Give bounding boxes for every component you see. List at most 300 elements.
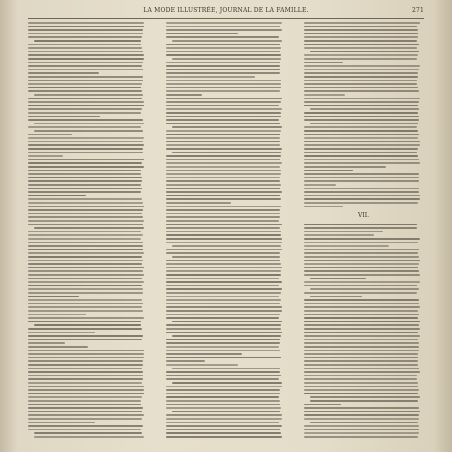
text-line (304, 159, 419, 161)
text-line (166, 87, 281, 89)
text-line (166, 141, 280, 143)
text-line (28, 389, 144, 391)
text-line (304, 432, 419, 434)
text-line (28, 299, 142, 301)
text-line (172, 321, 282, 323)
text-line (28, 371, 143, 373)
text-line (166, 80, 281, 82)
text-line (28, 321, 141, 323)
text-line (28, 54, 144, 56)
text-line (28, 407, 143, 409)
text-line (304, 87, 418, 89)
text-line (28, 80, 143, 82)
text-line (166, 198, 281, 200)
text-line (304, 188, 419, 190)
text-line (304, 54, 418, 56)
text-line (28, 353, 144, 355)
text-line (166, 54, 281, 56)
text-line (172, 245, 281, 247)
text-line (172, 335, 281, 337)
text-line (172, 152, 281, 154)
text-line (28, 206, 144, 208)
text-line (166, 306, 282, 308)
text-line (28, 292, 143, 294)
text-line (304, 267, 418, 269)
text-line (166, 278, 279, 280)
text-line (304, 353, 418, 355)
text-line (28, 119, 143, 121)
text-line (28, 213, 142, 215)
text-line (304, 166, 386, 168)
page-right-shadow (434, 0, 452, 452)
text-line (304, 40, 417, 42)
text-line (166, 436, 282, 438)
text-line (304, 47, 417, 49)
text-line (28, 364, 143, 366)
text-line (166, 404, 280, 406)
text-line (310, 400, 418, 402)
text-line (304, 119, 419, 121)
text-line (28, 350, 144, 352)
text-line (28, 173, 141, 175)
text-line (304, 306, 420, 308)
text-line (304, 72, 418, 74)
text-line (304, 112, 418, 114)
text-line (304, 285, 417, 287)
text-line (28, 317, 144, 319)
text-line (304, 364, 418, 366)
text-line (28, 270, 143, 272)
text-line (304, 339, 418, 341)
text-line (34, 436, 144, 438)
page-number: 271 (411, 7, 424, 14)
text-line (28, 216, 143, 218)
text-line (166, 191, 282, 193)
text-line (28, 375, 143, 377)
text-line (166, 396, 279, 398)
text-line (28, 184, 141, 186)
text-line (304, 191, 419, 193)
text-line (28, 418, 142, 420)
text-line (34, 40, 141, 42)
text-line (304, 173, 419, 175)
text-line (304, 386, 418, 388)
text-line (304, 144, 420, 146)
text-line (304, 238, 420, 240)
text-line (28, 404, 141, 406)
text-line (166, 130, 281, 132)
text-line (304, 65, 420, 67)
text-line (28, 58, 144, 60)
text-line (166, 389, 280, 391)
text-line (304, 252, 418, 254)
text-line (28, 126, 141, 128)
text-line (166, 364, 238, 366)
text-line (304, 90, 419, 92)
text-line (166, 162, 282, 164)
text-line (166, 429, 280, 431)
text-line (310, 288, 419, 290)
text-line (166, 414, 282, 416)
text-line (166, 148, 282, 150)
text-line (166, 227, 280, 229)
text-line (28, 69, 143, 71)
text-line (304, 256, 419, 258)
text-line (28, 209, 143, 211)
text-line (304, 137, 418, 139)
text-line (28, 411, 142, 413)
text-line (28, 198, 142, 200)
text-line (304, 425, 419, 427)
text-line (28, 159, 144, 161)
text-line (28, 335, 143, 337)
text-line (304, 101, 419, 103)
text-line (28, 47, 142, 49)
text-line (28, 242, 143, 244)
text-line (304, 245, 389, 247)
text-line (304, 152, 417, 154)
text-line (166, 231, 281, 233)
text-line (166, 76, 255, 78)
text-line (304, 224, 417, 226)
text-line (166, 281, 282, 283)
text-line (28, 112, 141, 114)
text-line (166, 314, 280, 316)
text-line (34, 94, 143, 96)
text-line (166, 112, 281, 114)
text-line (166, 220, 279, 222)
text-line (166, 216, 280, 218)
text-line (304, 407, 419, 409)
text-line (166, 375, 281, 377)
text-line (304, 378, 417, 380)
text-line (166, 292, 281, 294)
text-line (166, 270, 281, 272)
text-line (304, 281, 420, 283)
text-line (166, 378, 279, 380)
text-line (166, 432, 281, 434)
text-line (304, 126, 417, 128)
text-line (28, 357, 144, 359)
text-line (304, 148, 418, 150)
text-line (304, 195, 420, 197)
text-line (28, 314, 86, 316)
text-line (304, 227, 417, 229)
text-line (166, 317, 279, 319)
text-line (304, 368, 419, 370)
text-line (304, 382, 418, 384)
text-line (166, 328, 281, 330)
text-line (166, 310, 282, 312)
text-line (310, 296, 362, 298)
text-line (304, 411, 420, 413)
text-line (28, 195, 86, 197)
text-line (304, 94, 345, 96)
text-line (172, 126, 282, 128)
text-line (28, 267, 144, 269)
text-line (28, 116, 100, 118)
text-line (166, 371, 280, 373)
text-line (28, 72, 99, 74)
text-line (34, 130, 143, 132)
text-line (310, 108, 419, 110)
text-line (28, 29, 143, 31)
text-line (28, 180, 142, 182)
text-line (166, 26, 280, 28)
text-line (28, 98, 142, 100)
text-line (304, 141, 420, 143)
text-line (28, 90, 142, 92)
text-line (304, 162, 420, 164)
text-line (166, 296, 279, 298)
text-line (28, 368, 142, 370)
text-line (166, 263, 281, 265)
text-line (166, 342, 280, 344)
text-line (28, 386, 144, 388)
text-line (166, 105, 279, 107)
text-line (28, 429, 141, 431)
text-line (166, 51, 280, 53)
text-line (166, 98, 282, 100)
text-line (166, 332, 282, 334)
text-line (172, 256, 280, 258)
text-line (166, 260, 280, 262)
text-line (304, 299, 419, 301)
text-line (304, 303, 419, 305)
text-line (28, 51, 143, 53)
text-line (166, 422, 279, 424)
text-line (28, 191, 141, 193)
text-line (310, 422, 418, 424)
text-line (166, 206, 281, 208)
header-rule (28, 18, 424, 19)
section-marker: VII. (358, 212, 369, 219)
text-line (166, 407, 281, 409)
text-line (166, 357, 281, 359)
text-line (28, 400, 141, 402)
text-column-3 (304, 22, 423, 438)
text-line (166, 285, 279, 287)
text-line (304, 202, 418, 204)
text-line (304, 260, 420, 262)
text-line (304, 180, 419, 182)
text-line (304, 393, 418, 395)
text-line (166, 180, 280, 182)
text-line (166, 144, 280, 146)
text-line (304, 80, 417, 82)
text-line (304, 375, 417, 377)
text-line (28, 425, 143, 427)
text-line (34, 324, 141, 326)
text-line (304, 242, 418, 244)
text-line (304, 324, 419, 326)
text-line (304, 33, 418, 35)
text-line (166, 155, 281, 157)
text-line (28, 76, 143, 78)
text-line (166, 65, 280, 67)
text-line (28, 360, 143, 362)
text-line (172, 58, 281, 60)
text-line (166, 116, 281, 118)
text-line (28, 285, 142, 287)
text-line (28, 382, 142, 384)
text-line (166, 303, 280, 305)
text-line (304, 314, 419, 316)
text-line (28, 101, 144, 103)
text-line (28, 306, 142, 308)
text-line (304, 332, 418, 334)
text-line (304, 98, 420, 100)
text-line (28, 44, 141, 46)
text-line (34, 227, 144, 229)
text-line (304, 130, 418, 132)
text-line (304, 83, 417, 85)
text-line (310, 51, 419, 53)
text-line (166, 36, 279, 38)
text-line (34, 432, 142, 434)
text-line (166, 209, 280, 211)
text-line (166, 22, 282, 24)
text-line (304, 76, 418, 78)
text-line (166, 386, 282, 388)
text-line (28, 278, 142, 280)
text-line (304, 350, 419, 352)
text-line (304, 22, 420, 24)
text-line (166, 83, 281, 85)
text-line (166, 339, 280, 341)
text-line (172, 40, 282, 42)
text-line (28, 141, 143, 143)
text-line (304, 328, 420, 330)
text-line (166, 44, 280, 46)
text-line (28, 332, 95, 334)
text-line (28, 281, 144, 283)
text-line (166, 137, 280, 139)
text-line (304, 418, 419, 420)
text-line (28, 62, 143, 64)
text-line (166, 47, 281, 49)
text-column-2 (166, 22, 285, 438)
text-line (28, 303, 143, 305)
text-line (166, 213, 280, 215)
text-line (28, 342, 65, 344)
text-line (166, 238, 282, 240)
text-line (166, 288, 282, 290)
text-line (166, 353, 242, 355)
page-left-shadow (0, 0, 18, 452)
text-line (166, 242, 282, 244)
text-line (28, 256, 142, 258)
text-line (28, 170, 141, 172)
text-line (28, 414, 144, 416)
text-line (28, 152, 143, 154)
text-line (166, 72, 280, 74)
text-line (28, 26, 144, 28)
text-line (304, 170, 353, 172)
text-line (304, 357, 418, 359)
text-line (166, 274, 281, 276)
text-line (28, 83, 142, 85)
text-line (172, 411, 280, 413)
text-line (166, 69, 280, 71)
text-line (28, 245, 143, 247)
text-line (28, 134, 72, 136)
text-line (166, 33, 238, 35)
text-line (166, 425, 282, 427)
header-title: LA MODE ILLUSTRÉE, JOURNAL DE LA FAMILLE. (143, 7, 309, 14)
text-line (166, 90, 280, 92)
text-line (304, 310, 418, 312)
text-line (166, 249, 282, 251)
text-line (28, 238, 141, 240)
text-line (304, 263, 419, 265)
text-line (166, 94, 202, 96)
text-line (28, 36, 142, 38)
text-line (28, 393, 144, 395)
text-line (28, 296, 79, 298)
text-line (310, 278, 366, 280)
text-line (166, 177, 280, 179)
text-line (166, 166, 280, 168)
text-line (304, 360, 418, 362)
text-line (28, 252, 144, 254)
text-line (304, 62, 343, 64)
text-line (28, 166, 144, 168)
text-line (166, 119, 279, 121)
text-line (166, 202, 231, 204)
text-line (28, 105, 144, 107)
text-line (166, 400, 280, 402)
text-line (166, 108, 282, 110)
text-line (304, 105, 418, 107)
text-line (310, 396, 420, 398)
text-line (310, 123, 418, 125)
text-line (166, 393, 280, 395)
text-line (28, 346, 88, 348)
text-line (28, 231, 141, 233)
text-line (28, 65, 142, 67)
text-line (28, 220, 144, 222)
text-line (304, 342, 419, 344)
text-line (304, 36, 418, 38)
text-line (166, 350, 280, 352)
text-line (28, 108, 142, 110)
text-line (28, 234, 143, 236)
text-line (28, 422, 95, 424)
text-line (28, 378, 143, 380)
text-line (304, 58, 417, 60)
text-line (28, 224, 143, 226)
text-line (304, 335, 420, 337)
text-line (166, 184, 281, 186)
text-line (28, 148, 143, 150)
text-column-1 (28, 22, 147, 438)
text-line (304, 270, 419, 272)
text-line (304, 177, 419, 179)
text-line (304, 292, 417, 294)
text-line (166, 101, 281, 103)
text-line (166, 134, 280, 136)
text-line (166, 360, 205, 362)
text-line (28, 144, 144, 146)
text-line (28, 263, 142, 265)
text-line (304, 44, 419, 46)
text-line (166, 252, 280, 254)
text-line (304, 231, 383, 233)
text-line (28, 339, 142, 341)
text-line (304, 321, 420, 323)
text-line (304, 371, 420, 373)
